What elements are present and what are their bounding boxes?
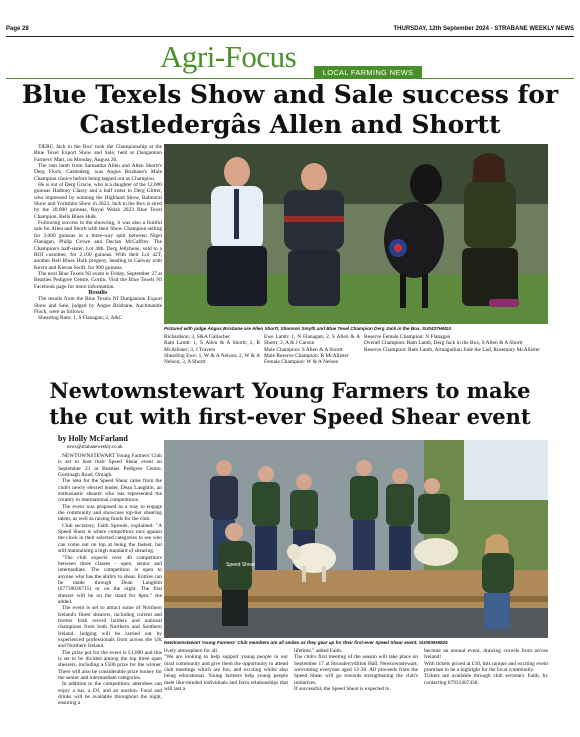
article2-para: NEWTOWNSTEWART Young Farmers' Club is set to host their Speed Shear event on September 21 at Beatties Pedigree Centre, Gortinagh Road, Omagh. <box>58 453 162 479</box>
header-rule <box>6 36 574 37</box>
article2-body-col1 <box>58 453 162 723</box>
article1-headline <box>10 80 570 140</box>
article2-para: Club secretary, Faith Sproule, explained: "A Speed Shear is where competitors race against the clock in their selected categories to see who can come out on top at being the fastest, but still maintaining a high standard of shearing. <box>58 522 162 555</box>
byline-email: news@strabaneweekly.co.uk <box>67 445 123 450</box>
article2-headline-line2: the cut with first-ever Speed Shear event <box>49 404 531 429</box>
dateline: THURSDAY, 12th September 2024 - STRABANE WEEKLY NEWS <box>393 26 574 32</box>
results-line: Shearling Ram: 1, S Flanagan; 2, A&C <box>38 315 123 322</box>
article2-caption: Newtownstewart Young Farmers' Club members are all smiles as they gear up for their first-ever Speed Shear event. SU0936HM24 <box>164 640 448 645</box>
article1-para: Following success in the showring, it was also a fruitful sale for Allen and Shortt with their Show Champion selling for 3,000 guineas in a three-way split between Nigel Flanagan, Philip Crowe and Declan McCaffrey. The Champion's half-sister, Lot 48b, Derg Jellybean, sold to a ROI customer, for 2,100 guineas. With their Lot 42T, another Bell Blues Hulk progeny, heading to Galway with Kevin and Kieran Swift, for 900 guineas. <box>34 220 162 271</box>
article2-headline <box>10 378 570 430</box>
article1-headline-line2: Castledergâs Allen and Shortt <box>79 110 501 139</box>
speed-shear-photo <box>164 440 548 638</box>
results-heading: Results <box>88 289 108 296</box>
results-intro: The results from the Blue Texels NI Dungannon Export Show and Sale, judged by Angus Brisbane, Auchmantle Flock, were as follows: <box>34 296 162 315</box>
article1-para: The ram lamb from Samantha Allen and Allen Shortt's Derg Flock, Castlederg, was Angus Brisbane's Male Champion choice before being tapped out as Champion. <box>34 163 162 182</box>
article2-para: The event was proposed as a way to engage the community and showcase top-tier shearing talent, as well as raising funds for the club. <box>58 503 162 523</box>
article2-para: In addition to the competition, attendees can enjoy a bar, a DJ, and an auction. Food and drinks will be available throughout the night, ensuring a <box>58 681 162 707</box>
article2-para: "The club expects over 40 competitors between three classes - open, senior and intermediate. The competition is open to anyone who has the ability to shear. Entries can be made through Dean Laughlin (07730036715) or on the night. The first shearer will be on the stand for 8pm," she added. <box>58 554 162 605</box>
shirt-text: Speed Shear <box>226 562 256 568</box>
section-tagline: LOCAL FARMING NEWS <box>314 66 422 79</box>
section-brand <box>160 40 422 78</box>
page-number: Page 28 <box>6 26 29 32</box>
article2-para: The prize pot for the event is £1,000 and this is set to be divided among the top three open shearers, including a £500 prize for the winner. There will also be considerable prize money for the senior and intermediate categories. <box>58 649 162 682</box>
brand-rule <box>6 78 574 79</box>
article2-body-col2: lively atmosphere for all. "We are looking to help support young people in our rural community and give them the opportunity to attend club meetings which are fun, and exciting whilst also being educational. Young farmers help young people meet like-minded individuals and form relationships that will last a <box>164 648 288 693</box>
byline: by Holly McFarland <box>58 434 128 443</box>
section-title: Agri-Focus <box>160 39 297 74</box>
article1-caption: Pictured with judge Angus Brisbane are Allen Shortt, Shannon Smyth and Blue Texel Champion Derg Jack in the Box. SU0437HM24 <box>164 326 451 331</box>
article1-headline-line1: Blue Texels Show and Sale success for <box>21 80 559 109</box>
article2-body-col4: become an annual event, drawing crowds from across Ireland! With tickets priced at £10, this unique and exciting event promises to be a highlight for the local community. Tickets are available through club secretary Faith, by contacting 07931467438. <box>424 648 548 686</box>
article1-para: 'DERG Jack in the Box' took the Championship at the Blue Texel Export Show and Sale, held at Dungannon Farmers' Mart, on Monday, August 26. <box>34 144 162 163</box>
article1-body-col1 <box>34 144 162 370</box>
article1-para: He is out of Derg Gracie, who is a daughter of the 12,000 guineas Hadtoey Classy and a half sister to Derg Glitter, who impressed by winning the Highland Show, Balmoral Show and Yorkshire Show in 2023. Jack in the Box is sired by the 20,000 guineas, Royal Welsh 2023 Blue Texel Champion, Bells Blues Hulk. <box>34 182 162 220</box>
results-col3: Ewe Lamb: 1, N Flanagan; 2, S Allen & A Shortt; 3, A & J Carson Male Champion: S Allen & A Shortt Male Reserve Champion: R McAllister Female Champion: W & A Nelson <box>264 334 360 366</box>
results-col2: Richardson; 3, S&A Gallacher Ram Lamb: 1, S Allen & A Shortt; 2, R McAllister; 3, J Travers Shearling Ewe: 1, W & A Nelson; 2, W & A Nelson; 3, A Shortt <box>164 334 260 366</box>
article2-photo <box>164 440 548 638</box>
article1-para: The next Blue Texels NI event is Friday, September 27 at Beatties Pedigree Centre, Gortin. Visit the Blue Texels NI Facebook page for more information. <box>34 270 162 290</box>
article2-para: The idea for the Speed Shear came from the club's newly elected leader, Dean Laughlin, an enthusiastic shearer who has represented the country in international competitions. <box>58 478 162 504</box>
page-header <box>6 26 574 36</box>
article2-headline-line1: Newtownstewart Young Farmers to make <box>49 378 531 403</box>
blue-texel-photo <box>164 144 548 324</box>
article2-para: The event is set to attract some of Northern Ireland's finest shearers, including current and former Irish record holders and national champions from both Northern and Southern Ireland. Judging will be carried out by experienced professionals from across the UK and Northern Ireland. <box>58 605 162 650</box>
results-col4: Reserve Female Champion: N Flanagan Overall Champion: Ram Lamb, Derg Jack in the Box, S Allen & A Shortt Reserve Champion: Ram Lamb, Artnagullian Jude the Lad, Rosemary McAllister <box>364 334 540 353</box>
article1-photo <box>164 144 548 324</box>
article2-body-col3: lifetime," added Faith. The club's first meeting of the season will take place on September 17 at Strouderrydillon Hall, Newtownstewart, welcoming everyone aged 12-30. All proceeds from the Speed Shear will go towards strengthening the club's initiatives. If successful, the Speed Shear is expected to <box>294 648 418 693</box>
